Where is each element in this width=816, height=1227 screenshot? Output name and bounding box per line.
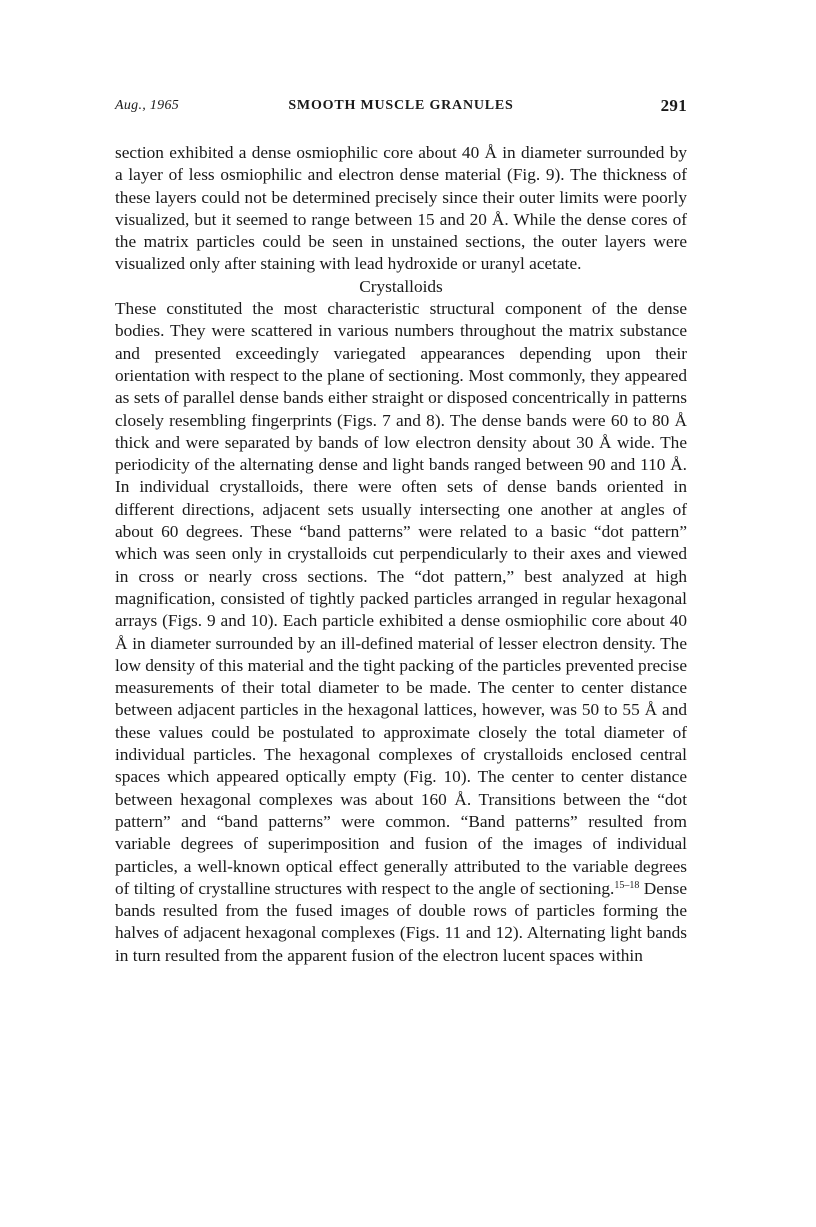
reference-citation: 15–18: [614, 879, 640, 891]
article-body: [115, 142, 687, 967]
running-title: SMOOTH MUSCLE GRANULES: [288, 98, 514, 113]
paragraph-text-continued: Dense bands resulted from the fused images of double rows of particles forming the halves of adjacent hexagonal complexes (Figs. 11 and 12). Alternating light bands in turn resulted from the apparent fusion of the electron lucent spaces within: [115, 878, 687, 965]
paragraph-continued: section exhibited a dense osmiophilic core about 40 Å in diameter surrounded by a layer of less osmiophilic and electron dense material (Fig. 9). The thickness of these layers could not be determined precisely since their outer limits were poorly visualized, but it seemed to range between 15 and 20 Å. While the dense cores of the matrix particles could be seen in unstained sections, the outer layers were visualized only after staining with lead hydroxide or uranyl acetate.: [115, 143, 687, 274]
section-heading: Crystalloids: [359, 276, 443, 296]
paragraph-text: These constituted the most characteristic structural component of the dense bodies. They were scattered in various numbers throughout the matrix substance and presented exceedingly variegated appearances depending upon their orientation with respect to the plane of sectioning. Most commonly, they appeared as sets of parallel dense bands either straight or disposed concentrically in patterns closely resembling fingerprints (Figs. 7 and 8). The dense bands were 60 to 80 Å thick and were separated by bands of low electron density about 30 Å wide. The periodicity of the alternating dense and light bands ranged between 90 and 110 Å. In individual crystalloids, there were often sets of dense bands oriented in different directions, adjacent sets usually intersecting one another at angles of about 60 degrees. These “band patterns” were related to a basic “dot pattern” which was seen only in crystalloids cut perpendicularly to their axes and viewed in cross or nearly cross sections. The “dot pattern,” best analyzed at high magnification, consisted of tightly packed particles arranged in regular hexagonal arrays (Figs. 9 and 10). Each particle exhibited a dense osmiophilic core about 40 Å in diameter surrounded by an ill-defined material of lesser electron density. The low density of this material and the tight packing of the particles prevented precise measurements of their total diameter to be made. The center to center distance between adjacent particles in the hexagonal lattices, however, was 50 to 55 Å and these values could be postulated to approximate closely the total diameter of individual particles. The hexagonal complexes of crystalloids enclosed central spaces which appeared optically empty (Fig. 10). The center to center distance between hexagonal complexes was about 160 Å. Transitions between the “dot pattern” and “band patterns” were common. “Band patterns” resulted from variable degrees of superimposition and fusion of the images of individual particles, a well-known optical effect generally attributed to the variable degrees of tilting of crystalline structures with respect to the angle of sectioning.: [115, 299, 687, 898]
issue-date: Aug., 1965: [115, 98, 180, 113]
page-number: 291: [660, 96, 687, 115]
running-head: [115, 98, 687, 126]
paragraph-crystalloids: [115, 298, 687, 967]
journal-page: [115, 98, 687, 967]
